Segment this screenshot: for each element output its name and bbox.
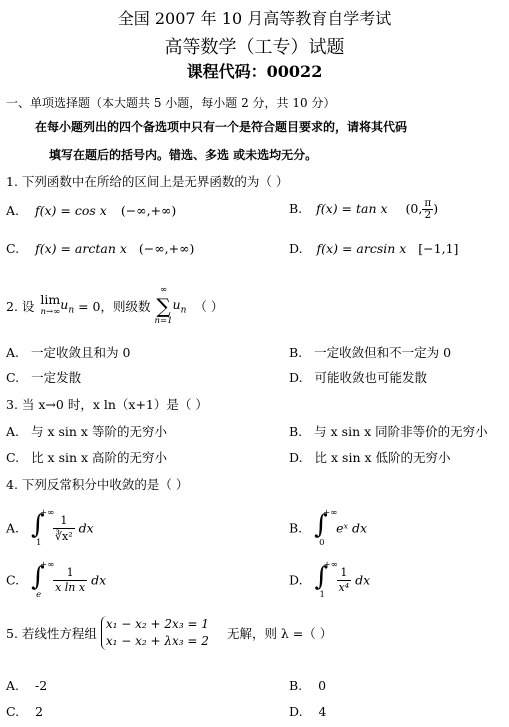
fraction-denominator: x⁴ (338, 580, 350, 594)
option-label: C. (6, 572, 20, 588)
integral-icon: ∫ (314, 510, 328, 540)
section-title: 一、单项选择题（本大题共 5 小题，每小题 2 分，共 10 分） (6, 96, 336, 110)
option-text: 一定收敛但和不一定为 0 (314, 345, 452, 360)
option-expression: f(x) = arctan x (35, 241, 127, 256)
exam-title: 全国 2007 年 10 月高等教育自学考试 (117, 9, 392, 28)
q3-option-d (289, 448, 451, 466)
fraction-numerator: 1 (53, 513, 75, 529)
integral-lower: 1 (319, 590, 325, 600)
instruction-line-2: 填写在题后的括号内。错选、多选 或未选均无分。 (49, 148, 318, 162)
option-text: 比 x sin x 低阶的无穷小 (314, 450, 451, 465)
limit-expression (40, 294, 60, 318)
stem-middle: = 0，则级数 (78, 299, 151, 314)
integral-sign (31, 560, 53, 600)
option-text: 2 (35, 704, 44, 719)
integral-upper: +∞ (40, 508, 55, 518)
equation-system (101, 616, 209, 650)
integral-lower: e (36, 590, 42, 600)
limit-operator: lim (40, 292, 61, 307)
equation-1: x₁ − x₂ + 2x₃ = 1 (105, 617, 209, 631)
q5-option-d (289, 704, 327, 719)
option-label: D. (289, 450, 303, 465)
option-interval: [−1,1] (418, 241, 459, 256)
q1-option-d (289, 241, 458, 256)
option-label: A. (6, 424, 20, 439)
q2-option-b (289, 343, 451, 361)
pi-over-two-fraction (422, 198, 433, 221)
integrand-fraction (53, 566, 87, 595)
limit-term: $u_n$ (60, 296, 75, 316)
option-label: D. (289, 241, 303, 256)
summation (154, 285, 172, 327)
option-expression: f(x) = cos x (35, 203, 107, 218)
integral-upper: +∞ (323, 508, 338, 518)
instruction-line-1: 在每小题列出的四个备选项中只有一个是符合题目要求的，请将其代码 (35, 120, 408, 134)
stem-suffix: 无解，则 λ =（ ） (226, 626, 333, 641)
q3-option-c (6, 448, 167, 466)
integral-sign (314, 508, 336, 548)
fraction-numerator: π (424, 197, 432, 209)
integral-sign (31, 508, 53, 548)
differential: dx (91, 572, 107, 588)
integral-sign (315, 560, 337, 600)
differential: dx (351, 520, 368, 536)
limit-subscript: n→∞ (40, 307, 61, 317)
integrand: eˣ (336, 520, 348, 536)
option-label: B. (289, 345, 303, 360)
option-text: 0 (318, 678, 327, 693)
option-label: B. (289, 201, 303, 216)
option-text: 与 x sin x 等阶的无穷小 (31, 424, 167, 439)
option-expression: f(x) = tan x (316, 201, 388, 216)
integral-icon: ∫ (31, 562, 45, 592)
q2-option-c (6, 368, 81, 386)
integral-icon: ∫ (31, 510, 45, 540)
integral-lower: 0 (319, 538, 325, 548)
q4-option-a (6, 508, 94, 552)
fraction-denominator: ∛x² (55, 529, 73, 543)
option-interval-left: (0, (405, 201, 423, 216)
stem-prefix: 5. 若线性方程组 (6, 626, 97, 641)
differential: dx (355, 572, 371, 588)
option-label: A. (6, 678, 20, 693)
integral-lower: 1 (36, 538, 42, 548)
option-label: A. (6, 203, 20, 218)
option-text: 比 x sin x 高阶的无穷小 (31, 450, 168, 465)
option-expression: f(x) = arcsin x (316, 241, 407, 256)
integrand-fraction (53, 513, 75, 544)
fraction-numerator: 1 (337, 566, 352, 581)
option-text: -2 (35, 678, 48, 693)
stem-prefix: 2. 设 (6, 299, 35, 314)
option-label: C. (6, 370, 20, 385)
q3-option-b (289, 422, 488, 440)
q1-option-a (6, 203, 176, 218)
equation-2: x₁ − x₂ + λx₃ = 2 (105, 634, 209, 648)
integral-icon: ∫ (314, 562, 329, 592)
option-interval: (−∞,+∞) (138, 241, 195, 256)
exam-subject: 高等数学（工专）试题 (164, 37, 345, 58)
option-label: B. (289, 678, 303, 693)
course-code: 课程代码：00022 (186, 62, 323, 81)
q4-option-d (289, 560, 370, 604)
option-label: D. (289, 370, 303, 385)
q5-option-c (6, 704, 43, 719)
fraction-denominator: x ln x (55, 580, 86, 594)
q4-option-b (289, 508, 367, 552)
question-2-stem (6, 285, 223, 325)
integrand-fraction (337, 566, 352, 595)
option-label: B. (289, 520, 303, 536)
option-interval-right: ) (433, 201, 439, 216)
sigma-icon: ∑ (156, 294, 171, 318)
option-label: D. (289, 704, 303, 719)
option-text: 一定收敛且和为 0 (31, 345, 131, 360)
integral-upper: +∞ (323, 560, 338, 570)
option-label: C. (6, 704, 20, 719)
q5-option-a (6, 678, 47, 693)
option-label: D. (289, 572, 303, 588)
question-4-stem: 4. 下列反常积分中收敛的是（ ） (6, 477, 189, 492)
q5-option-b (289, 678, 326, 693)
sum-lower: n=1 (154, 316, 173, 326)
q2-option-d (289, 368, 427, 386)
integral-upper: +∞ (40, 560, 55, 570)
option-text: 可能收敛也可能发散 (314, 370, 428, 385)
sum-upper: ∞ (159, 285, 168, 295)
option-label: C. (6, 241, 20, 256)
option-label: C. (6, 450, 20, 465)
option-label: A. (6, 520, 20, 536)
option-interval: (−∞,+∞) (120, 203, 177, 218)
option-text: 一定发散 (31, 370, 82, 385)
q3-option-a (6, 422, 167, 440)
fraction-numerator: 1 (53, 566, 87, 581)
question-5-stem (6, 616, 332, 656)
stem-suffix: （ ） (194, 299, 224, 314)
option-text: 4 (318, 704, 327, 719)
option-label: B. (289, 424, 303, 439)
option-text: 与 x sin x 同阶非等价的无穷小 (314, 424, 488, 439)
q4-option-c (6, 560, 106, 604)
fraction-denominator: 2 (424, 209, 432, 221)
differential: dx (78, 520, 94, 536)
question-3-stem: 3. 当 x→0 时，x ln（x+1）是（ ） (6, 397, 208, 412)
sum-term: $u_n$ (172, 296, 187, 316)
q2-option-a (6, 343, 130, 361)
question-1-stem: 1. 下列函数中在所给的区间上是无界函数的为（ ） (6, 174, 289, 189)
q1-option-c (6, 241, 194, 256)
q1-option-b (289, 198, 438, 221)
option-label: A. (6, 345, 20, 360)
